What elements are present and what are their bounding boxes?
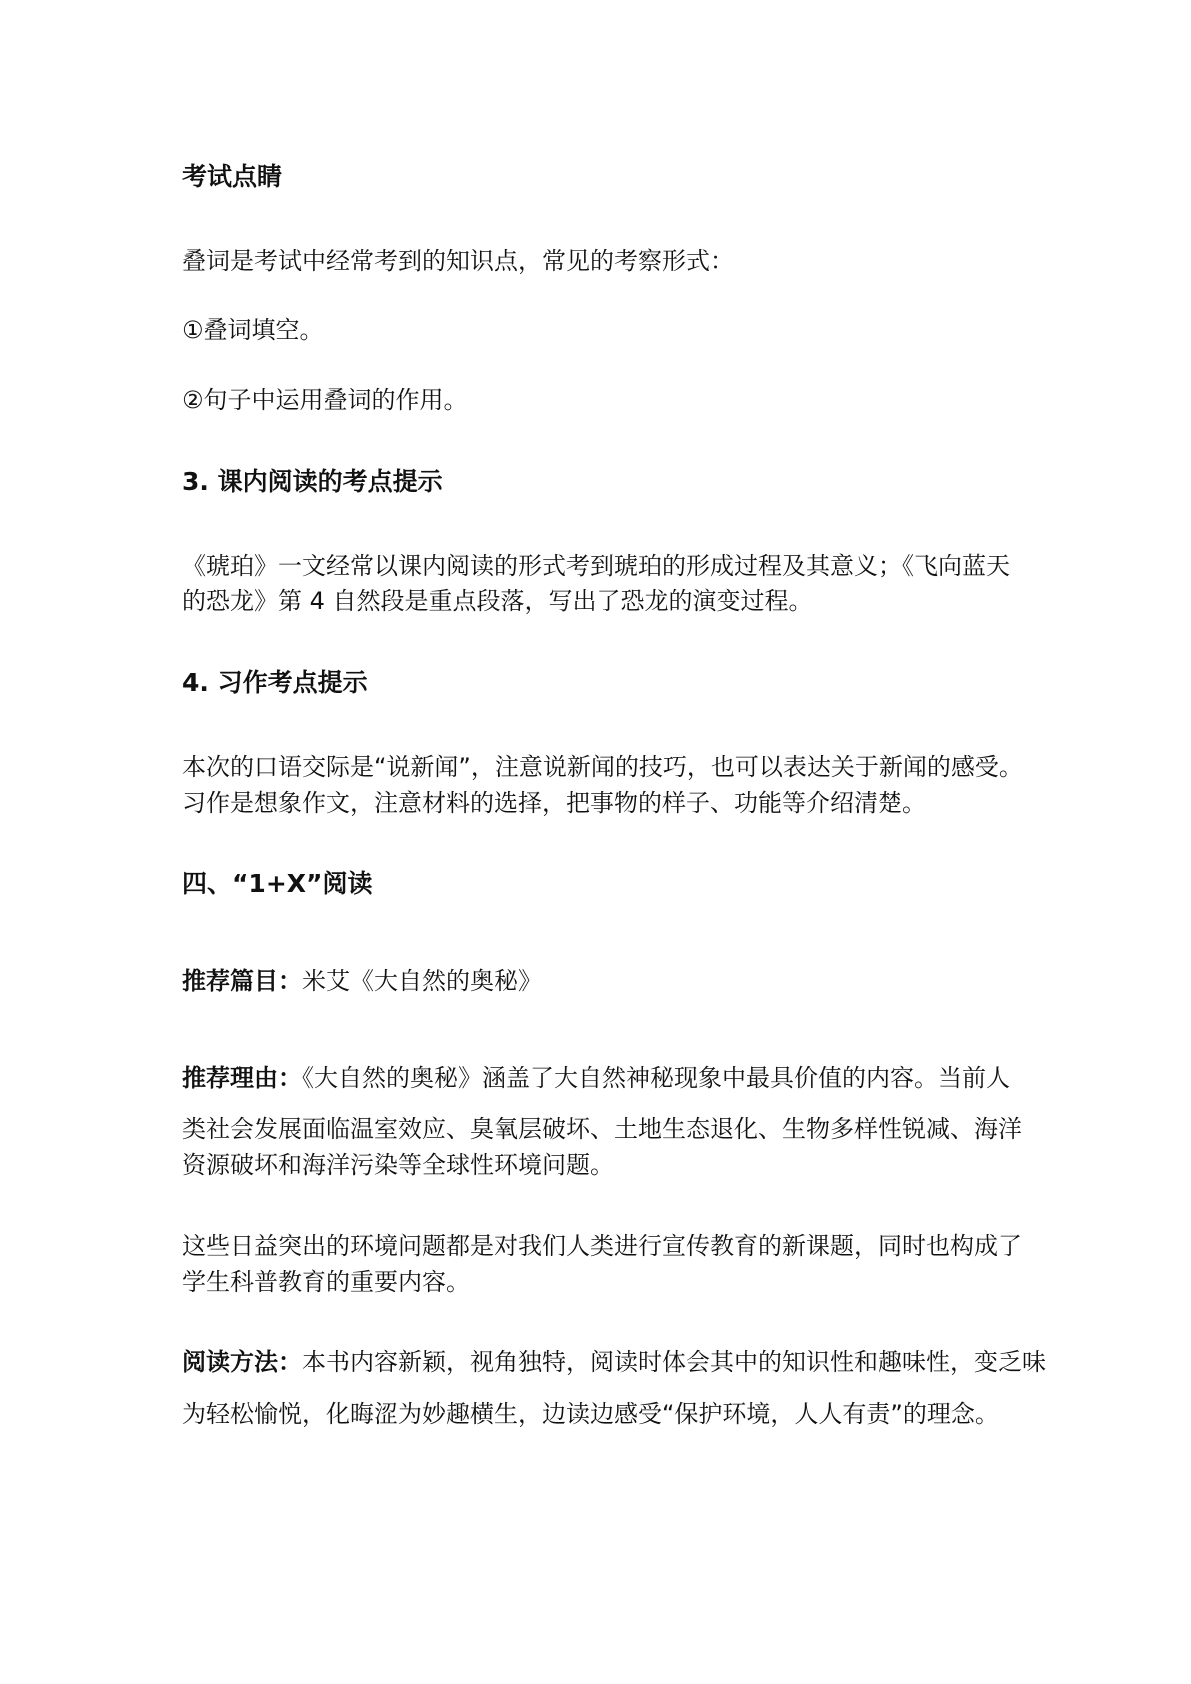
reading-text-line-1: 《琥珀》一文经常以课内阅读的形式考到琥珀的形成过程及其意义；《飞向蓝天	[182, 552, 1010, 580]
exam-item-2: ②句子中运用叠词的作用。	[182, 386, 468, 414]
recommended-title-label: 推荐篇目：	[182, 967, 302, 995]
recommend-reason-text-line-1: 《大自然的奥秘》涵盖了大自然神秘现象中最具价值的内容。当前人	[302, 1064, 1010, 1092]
recommend-reason-text-line-3: 资源破坏和海洋污染等全球性环境问题。	[182, 1151, 614, 1179]
recommend-reason-text-line-2: 类社会发展面临温室效应、臭氧层破坏、土地生态退化、生物多样性锐减、海洋	[182, 1115, 1022, 1143]
section-heading-1x-reading: 四、“1+X”阅读	[182, 869, 373, 898]
section-heading-reading-tips: 3. 课内阅读的考点提示	[182, 467, 443, 496]
writing-text-line-1: 本次的口语交际是“说新闻”，注意说新闻的技巧，也可以表达关于新闻的感受。	[182, 753, 1023, 781]
reading-method-row	[182, 1345, 1046, 1379]
reading-method-label: 阅读方法：	[182, 1348, 302, 1376]
environment-text-line-2: 学生科普教育的重要内容。	[182, 1268, 470, 1296]
exam-intro-text: 叠词是考试中经常考到的知识点，常见的考察形式：	[182, 247, 734, 275]
section-heading-writing-tips: 4. 习作考点提示	[182, 668, 368, 697]
recommend-reason-row	[182, 1061, 1010, 1095]
environment-text-line-1: 这些日益突出的环境问题都是对我们人类进行宣传教育的新课题，同时也构成了	[182, 1232, 1022, 1260]
recommend-reason-label: 推荐理由：	[182, 1064, 302, 1092]
reading-method-text-line-2: 为轻松愉悦，化晦涩为妙趣横生，边读边感受“保护环境，人人有责”的理念。	[182, 1400, 999, 1428]
section-heading-exam-tips: 考试点睛	[182, 162, 283, 191]
recommended-title-row	[182, 964, 542, 998]
recommended-title-value: 米艾《大自然的奥秘》	[302, 967, 542, 995]
reading-method-text-line-1: 本书内容新颖，视角独特，阅读时体会其中的知识性和趣味性，变乏味	[302, 1348, 1046, 1376]
writing-text-line-2: 习作是想象作文，注意材料的选择，把事物的样子、功能等介绍清楚。	[182, 789, 926, 817]
reading-text-line-2: 的恐龙》第 4 自然段是重点段落，写出了恐龙的演变过程。	[182, 587, 813, 615]
exam-item-1: ①叠词填空。	[182, 316, 324, 344]
